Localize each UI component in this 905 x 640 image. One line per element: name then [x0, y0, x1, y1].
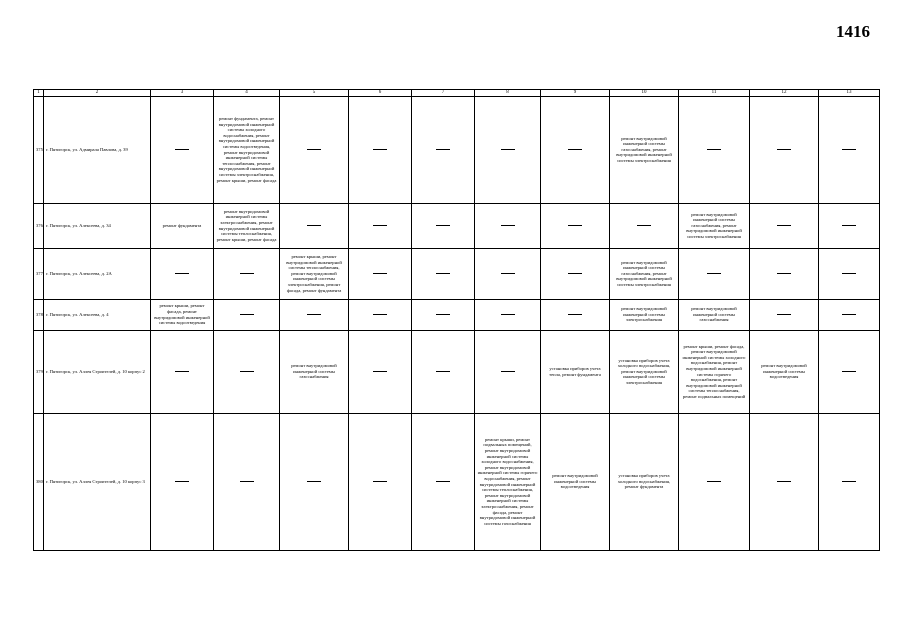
empty-cell [819, 299, 880, 330]
row-number: 379 [34, 330, 44, 413]
dash-mark [436, 273, 450, 274]
empty-cell [750, 203, 819, 248]
dash-mark [175, 273, 189, 274]
empty-cell [349, 203, 412, 248]
dash-mark [777, 314, 791, 315]
dash-mark [436, 481, 450, 482]
empty-cell [412, 330, 475, 413]
empty-cell [750, 413, 819, 550]
work-description-cell: ремонт внутридомовой инженерной системы газоснабжения [679, 299, 750, 330]
empty-cell [819, 96, 880, 203]
row-number: 378 [34, 299, 44, 330]
work-description-cell: ремонт внутридомовой инженерной системы газоснабжения [280, 330, 349, 413]
work-description-cell: ремонт внутридомовой инженерной системы газоснабжения, ремонт внутридомовой инженерной системы электроснабжения [610, 96, 679, 203]
dash-mark [436, 314, 450, 315]
table-row [34, 299, 880, 330]
empty-cell [412, 203, 475, 248]
work-description-cell: ремонт фундамента [151, 203, 214, 248]
dash-mark [777, 149, 791, 150]
empty-cell [349, 248, 412, 299]
dash-mark [240, 273, 254, 274]
dash-mark [777, 273, 791, 274]
empty-cell [750, 96, 819, 203]
dash-mark [842, 314, 856, 315]
table-row [34, 330, 880, 413]
dash-mark [842, 481, 856, 482]
empty-cell [151, 413, 214, 550]
row-number: 380 [34, 413, 44, 550]
work-description-cell: ремонт крыши, ремонт подвальных помещений, ремонт внутридомовой инженерной системы холодного водоснабжения, ремонт внутридомовой инженерной системы горячего водоснабжения, ремонт внутридомовой инженерной системы теплоснабжения, ремонт внутридомовой инженерной системы электроснабжения, ремонт фасада, ремонт внутридомовой инженерной системы газоснабжения [475, 413, 541, 550]
dash-mark [373, 371, 387, 372]
empty-cell [750, 248, 819, 299]
dash-mark [436, 225, 450, 226]
row-number: 377 [34, 248, 44, 299]
address-cell: г. Пятигорск, ул. Аллея Строителей, д. 10 корпус 2 [44, 330, 151, 413]
work-description-cell: ремонт крыши, ремонт фасада, ремонт внутридомовой инженерной системы холодного водоснабжения, ремонт внутридомовой инженерной системы горячего водоснабжения, ремонт внутридомовой инженерной системы теплоснабжения, ремонт подвальных помещений [679, 330, 750, 413]
address-cell: г. Пятигорск, ул. Аллея Строителей, д. 10 корпус 3 [44, 413, 151, 550]
empty-cell [412, 299, 475, 330]
empty-cell [349, 330, 412, 413]
work-description-cell: ремонт внутридомовой инженерной системы водоотведения [541, 413, 610, 550]
column-number: 13 [819, 90, 880, 97]
dash-mark [436, 149, 450, 150]
empty-cell [679, 413, 750, 550]
dash-mark [436, 371, 450, 372]
dash-mark [568, 149, 582, 150]
dash-mark [842, 371, 856, 372]
empty-cell [679, 248, 750, 299]
column-number-row [34, 90, 880, 97]
empty-cell [819, 330, 880, 413]
empty-cell [349, 96, 412, 203]
dash-mark [707, 273, 721, 274]
dash-mark [240, 371, 254, 372]
dash-mark [501, 314, 515, 315]
dash-mark [373, 273, 387, 274]
column-number: 8 [475, 90, 541, 97]
column-number: 10 [610, 90, 679, 97]
address-cell: г. Пятигорск, ул. Алексеева, д. 34 [44, 203, 151, 248]
column-number: 12 [750, 90, 819, 97]
dash-mark [240, 314, 254, 315]
column-number: 2 [44, 90, 151, 97]
empty-cell [819, 203, 880, 248]
address-cell: г. Пятигорск, ул. Адмирала Павлова, д. 39 [44, 96, 151, 203]
empty-cell [541, 248, 610, 299]
work-description-cell: установка приборов учета холодного водоснабжения, ремонт фундамента [610, 413, 679, 550]
empty-cell [280, 203, 349, 248]
empty-cell [214, 248, 280, 299]
table-row [34, 96, 880, 203]
empty-cell [214, 330, 280, 413]
dash-mark [373, 314, 387, 315]
work-description-cell: ремонт внутридомовой инженерной системы электроснабжения [610, 299, 679, 330]
column-number: 4 [214, 90, 280, 97]
column-number: 11 [679, 90, 750, 97]
dash-mark [707, 481, 721, 482]
empty-cell [750, 299, 819, 330]
work-description-cell: ремонт внутридомовой инженерной системы водоотведения [750, 330, 819, 413]
page-number: 1416 [836, 22, 870, 41]
table-row [34, 203, 880, 248]
dash-mark [707, 149, 721, 150]
dash-mark [373, 149, 387, 150]
dash-mark [307, 481, 321, 482]
dash-mark [842, 149, 856, 150]
column-number: 5 [280, 90, 349, 97]
dash-mark [842, 225, 856, 226]
repair-schedule-table [33, 89, 880, 551]
dash-mark [373, 225, 387, 226]
empty-cell [475, 299, 541, 330]
empty-cell [349, 413, 412, 550]
dash-mark [307, 149, 321, 150]
dash-mark [777, 225, 791, 226]
dash-mark [501, 273, 515, 274]
table-row [34, 413, 880, 550]
column-number: 9 [541, 90, 610, 97]
empty-cell [280, 299, 349, 330]
column-number: 6 [349, 90, 412, 97]
dash-mark [307, 225, 321, 226]
dash-mark [568, 225, 582, 226]
address-cell: г. Пятигорск, ул. Алексеева, д. 4 [44, 299, 151, 330]
empty-cell [819, 248, 880, 299]
empty-cell [280, 96, 349, 203]
dash-mark [373, 481, 387, 482]
empty-cell [214, 299, 280, 330]
empty-cell [475, 203, 541, 248]
dash-mark [501, 149, 515, 150]
work-description-cell: ремонт внутридомовой инженерной системы газоснабжения, ремонт внутридомовой инженерной системы электроснабжения [610, 248, 679, 299]
empty-cell [541, 299, 610, 330]
work-description-cell: ремонт крыши, ремонт внутридомовой инженерной системы теплоснабжения, ремонт внутридомовой инженерной системы электроснабжения, ремонт фасада, ремонт фундамента [280, 248, 349, 299]
dash-mark [175, 149, 189, 150]
empty-cell [819, 413, 880, 550]
column-number: 7 [412, 90, 475, 97]
dash-mark [307, 314, 321, 315]
work-description-cell: ремонт внутридомовой инженерной системы газоснабжения, ремонт внутридомовой инженерной системы электроснабжения [679, 203, 750, 248]
empty-cell [475, 330, 541, 413]
dash-mark [501, 225, 515, 226]
empty-cell [475, 248, 541, 299]
work-description-cell: ремонт фундамента, ремонт внутридомовой инженерной системы холодного водоснабжения, ремонт внутридомовой инженерной системы водоотведения, ремонт внутридомовой инженерной системы теплоснабжения, ремонт внутридомовой инженерной системы электроснабжения, ремонт крыши, ремонт фасада [214, 96, 280, 203]
work-description-cell: ремонт внутридомовой инженерной системы электроснабжения, ремонт внутридомовой инженерной системы теплоснабжения, ремонт крыши, ремонт фасада [214, 203, 280, 248]
dash-mark [175, 371, 189, 372]
work-description-cell: ремонт крыши, ремонт фасада, ремонт внутридомовой инженерной системы водоотведения [151, 299, 214, 330]
column-number: 1 [34, 90, 44, 97]
dash-mark [175, 481, 189, 482]
empty-cell [151, 96, 214, 203]
empty-cell [610, 203, 679, 248]
dash-mark [637, 225, 651, 226]
empty-cell [214, 413, 280, 550]
dash-mark [777, 481, 791, 482]
row-number: 376 [34, 203, 44, 248]
empty-cell [412, 413, 475, 550]
empty-cell [475, 96, 541, 203]
dash-mark [501, 371, 515, 372]
work-description-cell: установка приборов учета холодного водоснабжения, ремонт внутридомовой инженерной системы электроснабжения [610, 330, 679, 413]
empty-cell [541, 96, 610, 203]
empty-cell [412, 248, 475, 299]
dash-mark [568, 273, 582, 274]
dash-mark [568, 314, 582, 315]
empty-cell [541, 203, 610, 248]
dash-mark [240, 481, 254, 482]
table-row [34, 248, 880, 299]
empty-cell [280, 413, 349, 550]
address-cell: г. Пятигорск, ул. Алексеева, д. 2А [44, 248, 151, 299]
dash-mark [842, 273, 856, 274]
empty-cell [349, 299, 412, 330]
empty-cell [412, 96, 475, 203]
column-number: 3 [151, 90, 214, 97]
work-description-cell: установка приборов учета тепла, ремонт фундамента [541, 330, 610, 413]
row-number: 375 [34, 96, 44, 203]
empty-cell [151, 330, 214, 413]
empty-cell [151, 248, 214, 299]
empty-cell [679, 96, 750, 203]
